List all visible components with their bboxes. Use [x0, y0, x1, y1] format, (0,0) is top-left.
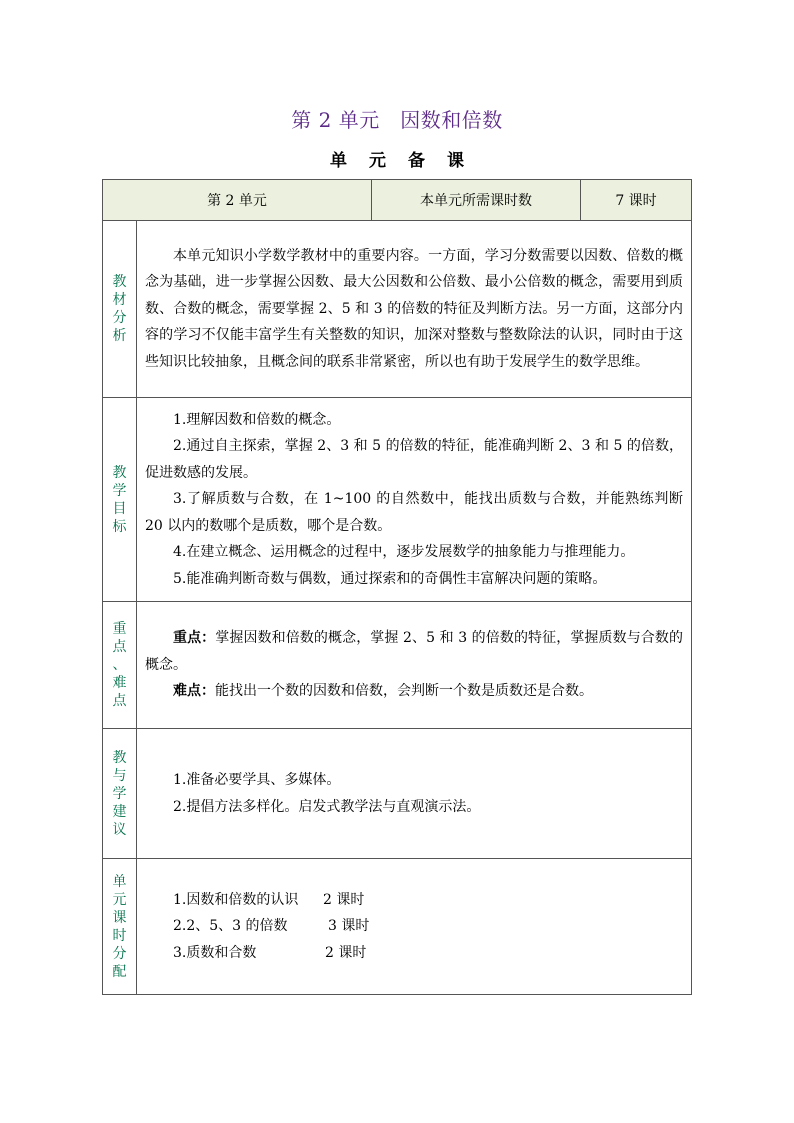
material-content [137, 221, 692, 398]
hard-point [145, 678, 683, 705]
suggestions-content [137, 729, 692, 859]
schedule-content [137, 859, 692, 995]
goal-item: 4.在建立概念、运用概念的过程中，逐步发展数学的抽象能力与推理能力。 [173, 544, 635, 561]
suggestion-item: 2.提倡方法多样化。启发式教学法与直观演示法。 [173, 798, 481, 815]
key-point-label: 重点： [173, 630, 216, 647]
goal-item: 5.能准确判断奇数与偶数，通过探索和的奇偶性丰富解决问题的策略。 [173, 570, 607, 587]
unit-cell: 第 2 单元 [103, 180, 372, 221]
goal-item: 3.了解质数与合数，在 1~100 的自然数中，能找出质数与合数，并能熟练判断 20 以内的数哪个是质数，哪个是合数。 [145, 491, 683, 534]
key-point-text: 掌握因数和倍数的概念，掌握 2、5 和 3 的倍数的特征，掌握质数与合数的概念。 [145, 630, 683, 673]
schedule-item: 2.2、5、3 的倍数 3 课时 [173, 918, 370, 935]
unit-plan-table [102, 179, 692, 995]
schedule-item: 3.质数和合数 2 课时 [173, 944, 367, 961]
material-label: 教 材 分 析 [103, 221, 137, 398]
keypoints-label: 重 点 、 难 点 [103, 602, 137, 729]
material-text: 本单元知识小学数学教材中的重要内容。一方面，学习分数需要以因数、倍数的概念为基础，进一步掌握公因数、最大公因数和公倍数、最小公倍数的概念，需要用到质数、合数的概念，需要掌握 2、5 和 3 的倍数的特征及判断方法。另一方面，这部分内容的学习不仅能丰富学生有关整数的知识，加深对整数与整数除法的认识，同时由于这些知识比较抽象，且概念间的联系非常紧密，所以也有助于发展学生的数学思维。 [145, 247, 683, 370]
key-point [145, 625, 683, 678]
schedule-row [103, 859, 692, 995]
goals-row [103, 398, 692, 602]
hours-value-cell: 7 课时 [581, 180, 692, 221]
material-row [103, 221, 692, 398]
goals-label: 教 学 目 标 [103, 398, 137, 602]
hours-label-cell: 本单元所需课时数 [372, 180, 581, 221]
page-title: 第 2 单元 因数和倍数 [291, 108, 503, 132]
schedule-label: 单 元 课 时 分 配 [103, 859, 137, 995]
goal-item: 2.通过自主探索，掌握 2、3 和 5 的倍数的特征，能准确判断 2、3 和 5 的倍数，促进数感的发展。 [145, 438, 683, 481]
goals-content [137, 398, 692, 602]
keypoints-content [137, 602, 692, 729]
schedule-item: 1.因数和倍数的认识 2 课时 [173, 891, 365, 908]
suggestions-label: 教 与 学 建 议 [103, 729, 137, 859]
goal-item: 1.理解因数和倍数的概念。 [173, 411, 341, 428]
suggestions-row [103, 729, 692, 859]
hard-point-label: 难点： [173, 683, 215, 700]
hard-point-text: 能找出一个数的因数和倍数，会判断一个数是质数还是合数。 [215, 683, 593, 700]
header-row [103, 180, 692, 221]
keypoints-row [103, 602, 692, 729]
suggestion-item: 1.准备必要学具、多媒体。 [173, 772, 341, 788]
page-subtitle: 单元备课 [330, 151, 486, 171]
